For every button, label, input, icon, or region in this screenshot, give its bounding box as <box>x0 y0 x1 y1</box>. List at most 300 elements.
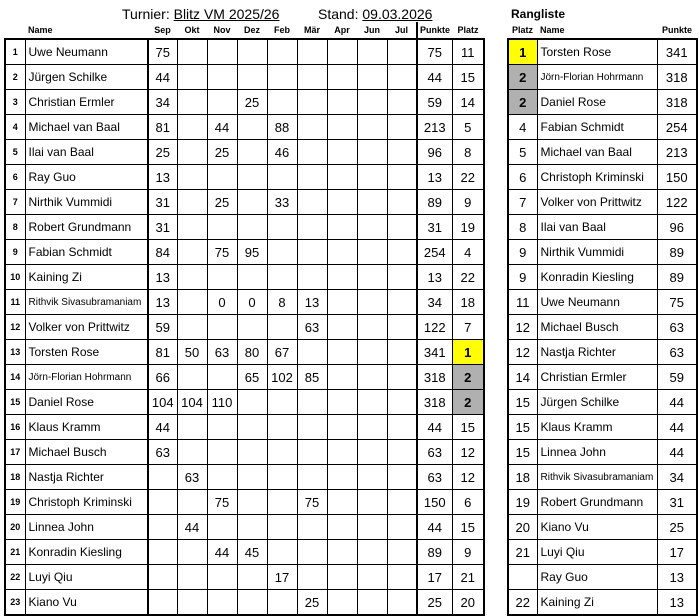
month-score <box>267 39 297 65</box>
rank-cell: 2 <box>452 365 484 390</box>
total-points: 44 <box>417 515 452 540</box>
month-score <box>177 365 207 390</box>
player-name: Fabian Schmidt <box>25 240 148 265</box>
total-points: 44 <box>417 415 452 440</box>
player-name: Uwe Neumann <box>25 39 148 65</box>
rank-cell: 11 <box>508 290 537 315</box>
month-score <box>207 465 237 490</box>
month-score: 110 <box>207 390 237 415</box>
month-score <box>237 115 267 140</box>
stand-label: Stand: <box>318 6 359 22</box>
month-score: 17 <box>267 565 297 590</box>
table-row <box>5 415 484 440</box>
month-score: 81 <box>148 115 177 140</box>
rank-cell: 7 <box>452 315 484 340</box>
table-row <box>508 340 697 365</box>
rangliste-title: Rangliste <box>511 7 566 21</box>
month-score <box>207 440 237 465</box>
player-name: Uwe Neumann <box>537 290 657 315</box>
table-row <box>5 365 484 390</box>
row-number: 22 <box>5 565 25 590</box>
month-score <box>357 540 387 565</box>
month-score <box>148 465 177 490</box>
total-points: 89 <box>417 190 452 215</box>
month-score: 13 <box>297 290 327 315</box>
player-name: Kiano Vu <box>25 590 148 616</box>
month-score: 67 <box>267 340 297 365</box>
player-name: Ray Guo <box>25 165 148 190</box>
month-score <box>177 315 207 340</box>
month-score <box>267 165 297 190</box>
row-number: 16 <box>5 415 25 440</box>
player-name: Torsten Rose <box>25 340 148 365</box>
month-score <box>327 115 357 140</box>
month-score <box>357 265 387 290</box>
month-score <box>267 440 297 465</box>
month-score: 75 <box>207 240 237 265</box>
month-score <box>207 215 237 240</box>
player-name: Michael van Baal <box>537 140 657 165</box>
month-score <box>297 465 327 490</box>
month-score: 104 <box>148 390 177 415</box>
month-score <box>387 565 417 590</box>
player-name: Klaus Kramm <box>537 415 657 440</box>
month-score <box>357 590 387 616</box>
player-name: Volker von Prittwitz <box>25 315 148 340</box>
month-score <box>387 390 417 415</box>
stand-header <box>318 6 432 22</box>
rank-cell: 1 <box>452 340 484 365</box>
turnier-label: Turnier: <box>122 6 170 22</box>
total-points: 44 <box>657 390 697 415</box>
row-number: 10 <box>5 265 25 290</box>
total-points: 341 <box>417 340 452 365</box>
month-score <box>387 540 417 565</box>
total-points: 75 <box>417 39 452 65</box>
month-score: 0 <box>207 290 237 315</box>
month-score <box>207 365 237 390</box>
month-score: 75 <box>148 39 177 65</box>
player-name: Luyi Qiu <box>537 540 657 565</box>
table-row <box>5 540 484 565</box>
month-score <box>237 215 267 240</box>
month-score <box>297 540 327 565</box>
month-score <box>148 590 177 616</box>
total-points: 89 <box>417 540 452 565</box>
player-name: Michael Busch <box>537 315 657 340</box>
row-number: 12 <box>5 315 25 340</box>
rank-cell: 15 <box>452 515 484 540</box>
month-score <box>327 290 357 315</box>
total-points: 318 <box>657 90 697 115</box>
rank-cell: 2 <box>508 65 537 90</box>
total-points: 17 <box>417 565 452 590</box>
table-row <box>5 39 484 65</box>
month-score: 66 <box>148 365 177 390</box>
month-score <box>297 190 327 215</box>
rank-cell: 7 <box>508 190 537 215</box>
player-name: Konradin Kiesling <box>25 540 148 565</box>
month-score: 104 <box>177 390 207 415</box>
month-score <box>177 490 207 515</box>
month-score <box>237 590 267 616</box>
month-score <box>177 540 207 565</box>
rank-cell: 5 <box>508 140 537 165</box>
month-score: 25 <box>207 190 237 215</box>
total-points: 318 <box>657 65 697 90</box>
player-name: Christoph Kriminski <box>537 165 657 190</box>
table-row <box>508 365 697 390</box>
month-score: 63 <box>207 340 237 365</box>
month-score <box>357 90 387 115</box>
month-score <box>387 215 417 240</box>
month-score: 44 <box>177 515 207 540</box>
rank-cell: 9 <box>452 540 484 565</box>
table-row <box>5 465 484 490</box>
row-number: 14 <box>5 365 25 390</box>
month-score <box>237 315 267 340</box>
month-score <box>237 265 267 290</box>
month-score <box>267 240 297 265</box>
rank-cell: 8 <box>508 215 537 240</box>
table-row <box>5 340 484 365</box>
rank-cell: 12 <box>508 315 537 340</box>
month-score: 25 <box>297 590 327 616</box>
month-score <box>357 140 387 165</box>
month-score <box>357 290 387 315</box>
month-score <box>357 215 387 240</box>
stand-value: 09.03.2026 <box>362 6 433 22</box>
table-row <box>508 515 697 540</box>
month-score <box>297 340 327 365</box>
column-header: Feb <box>273 25 290 35</box>
month-score <box>148 515 177 540</box>
table-row <box>508 590 697 616</box>
player-name: Rithvik Sivasubramaniam <box>537 465 657 490</box>
month-score <box>177 240 207 265</box>
player-name: Luyi Qiu <box>25 565 148 590</box>
month-score <box>267 415 297 440</box>
total-points: 96 <box>417 140 452 165</box>
month-score <box>327 490 357 515</box>
month-score <box>297 215 327 240</box>
row-number: 2 <box>5 65 25 90</box>
rank-cell: 14 <box>508 365 537 390</box>
table-row <box>5 315 484 340</box>
month-score <box>327 415 357 440</box>
player-name: Nastja Richter <box>537 340 657 365</box>
table-row <box>5 140 484 165</box>
month-score <box>267 390 297 415</box>
total-points: 75 <box>657 290 697 315</box>
turnier-header <box>122 6 279 22</box>
month-score <box>267 315 297 340</box>
total-points: 59 <box>657 365 697 390</box>
rank-cell: 8 <box>452 140 484 165</box>
month-score <box>177 90 207 115</box>
rank-cell: 4 <box>508 115 537 140</box>
month-score <box>237 390 267 415</box>
month-score <box>387 240 417 265</box>
table-row <box>508 390 697 415</box>
month-score <box>387 290 417 315</box>
player-name: Robert Grundmann <box>537 490 657 515</box>
column-header: Sep <box>154 25 171 35</box>
month-score <box>237 465 267 490</box>
column-header: Name <box>28 25 53 35</box>
player-name: Daniel Rose <box>25 390 148 415</box>
total-points: 122 <box>657 190 697 215</box>
total-points: 44 <box>657 440 697 465</box>
row-number: 23 <box>5 590 25 616</box>
month-score <box>207 590 237 616</box>
month-score <box>148 540 177 565</box>
month-score <box>327 90 357 115</box>
total-points: 31 <box>657 490 697 515</box>
month-score <box>387 265 417 290</box>
month-score: 75 <box>297 490 327 515</box>
month-score: 63 <box>297 315 327 340</box>
table-row <box>5 115 484 140</box>
month-score: 44 <box>148 65 177 90</box>
month-score <box>267 265 297 290</box>
month-score <box>267 65 297 90</box>
table-row <box>508 115 697 140</box>
total-points: 254 <box>417 240 452 265</box>
month-score <box>267 215 297 240</box>
table-row <box>5 440 484 465</box>
rank-cell: 12 <box>452 465 484 490</box>
month-score <box>327 140 357 165</box>
row-number: 1 <box>5 39 25 65</box>
month-score <box>148 490 177 515</box>
total-points: 318 <box>417 365 452 390</box>
month-score <box>177 165 207 190</box>
month-score <box>387 165 417 190</box>
player-name: Kaining Zi <box>25 265 148 290</box>
total-points: 63 <box>417 440 452 465</box>
month-score <box>357 440 387 465</box>
rank-cell: 6 <box>508 165 537 190</box>
table-row <box>5 490 484 515</box>
player-name: Ray Guo <box>537 565 657 590</box>
total-points: 13 <box>657 565 697 590</box>
column-header: Jul <box>394 25 408 35</box>
column-header: Platz <box>511 25 533 35</box>
month-score <box>327 440 357 465</box>
month-score <box>357 565 387 590</box>
table-row <box>5 165 484 190</box>
table-row <box>508 140 697 165</box>
month-score <box>357 315 387 340</box>
month-score <box>177 115 207 140</box>
month-score <box>387 365 417 390</box>
month-score <box>387 315 417 340</box>
month-score: 75 <box>207 490 237 515</box>
total-points: 63 <box>657 340 697 365</box>
rank-cell: 12 <box>452 440 484 465</box>
month-score: 81 <box>148 340 177 365</box>
month-score <box>327 39 357 65</box>
total-points: 34 <box>417 290 452 315</box>
player-name: Nirthik Vummidi <box>537 240 657 265</box>
month-score <box>357 415 387 440</box>
month-score <box>177 565 207 590</box>
month-score <box>207 565 237 590</box>
month-score: 25 <box>207 140 237 165</box>
rank-cell: 22 <box>508 590 537 616</box>
rank-cell: 21 <box>508 540 537 565</box>
rank-cell: 14 <box>452 90 484 115</box>
month-score: 65 <box>237 365 267 390</box>
player-name: Konradin Kiesling <box>537 265 657 290</box>
month-score: 13 <box>148 165 177 190</box>
row-number: 21 <box>5 540 25 565</box>
month-score <box>177 190 207 215</box>
total-points: 318 <box>417 390 452 415</box>
month-score: 33 <box>267 190 297 215</box>
rank-cell: 19 <box>508 490 537 515</box>
month-score <box>387 65 417 90</box>
month-score <box>297 90 327 115</box>
month-score <box>327 265 357 290</box>
month-score <box>327 165 357 190</box>
month-score <box>177 590 207 616</box>
total-points: 17 <box>657 540 697 565</box>
month-score: 63 <box>177 465 207 490</box>
row-number: 19 <box>5 490 25 515</box>
total-points: 63 <box>417 465 452 490</box>
month-score: 95 <box>237 240 267 265</box>
month-score <box>237 65 267 90</box>
rank-cell: 5 <box>452 115 484 140</box>
month-score <box>237 565 267 590</box>
month-score <box>327 215 357 240</box>
player-name: Linnea John <box>537 440 657 465</box>
table-row <box>5 65 484 90</box>
row-number: 20 <box>5 515 25 540</box>
total-points: 96 <box>657 215 697 240</box>
month-score <box>327 65 357 90</box>
total-points: 25 <box>417 590 452 616</box>
month-score <box>387 90 417 115</box>
player-name: Kiano Vu <box>537 515 657 540</box>
month-score <box>387 490 417 515</box>
total-points: 59 <box>417 90 452 115</box>
column-header: Mär <box>303 25 320 35</box>
row-number: 6 <box>5 165 25 190</box>
month-score <box>207 165 237 190</box>
month-score <box>297 265 327 290</box>
month-score: 34 <box>148 90 177 115</box>
table-row <box>5 515 484 540</box>
month-score <box>177 140 207 165</box>
rank-cell: 18 <box>508 465 537 490</box>
total-points: 254 <box>657 115 697 140</box>
column-header: Punkte <box>661 25 692 35</box>
month-score: 63 <box>148 440 177 465</box>
row-number: 11 <box>5 290 25 315</box>
month-score <box>237 515 267 540</box>
month-score <box>297 440 327 465</box>
table-row <box>508 440 697 465</box>
rank-cell: 2 <box>508 90 537 115</box>
player-name: Christian Ermler <box>25 90 148 115</box>
month-score <box>387 340 417 365</box>
month-score <box>237 440 267 465</box>
month-score <box>148 565 177 590</box>
month-score <box>327 340 357 365</box>
month-score: 13 <box>148 290 177 315</box>
row-number: 13 <box>5 340 25 365</box>
table-row <box>508 215 697 240</box>
month-score <box>237 39 267 65</box>
month-score <box>177 265 207 290</box>
month-score <box>297 240 327 265</box>
total-points: 122 <box>417 315 452 340</box>
table-row <box>508 415 697 440</box>
total-points: 341 <box>657 39 697 65</box>
month-score <box>207 315 237 340</box>
month-score <box>207 39 237 65</box>
turnier-value: Blitz VM 2025/26 <box>173 6 280 22</box>
rank-cell: 2 <box>452 390 484 415</box>
rank-cell <box>508 565 537 590</box>
total-points: 150 <box>657 165 697 190</box>
player-name: Rithvik Sivasubramaniam <box>25 290 148 315</box>
month-score <box>357 39 387 65</box>
month-score <box>357 465 387 490</box>
month-score: 59 <box>148 315 177 340</box>
month-score: 44 <box>207 540 237 565</box>
month-score <box>177 415 207 440</box>
table-row <box>508 315 697 340</box>
table-row <box>5 265 484 290</box>
table-row <box>5 90 484 115</box>
month-score <box>327 190 357 215</box>
month-score <box>387 415 417 440</box>
total-points: 25 <box>657 515 697 540</box>
player-name: Torsten Rose <box>537 39 657 65</box>
table-row <box>508 39 697 65</box>
month-score <box>297 39 327 65</box>
month-score <box>327 565 357 590</box>
rank-cell: 19 <box>452 215 484 240</box>
column-header: Dez <box>243 25 260 35</box>
month-score <box>357 390 387 415</box>
rank-cell: 21 <box>452 565 484 590</box>
table-row <box>508 65 697 90</box>
month-score <box>327 240 357 265</box>
total-points: 34 <box>657 465 697 490</box>
table-row <box>508 165 697 190</box>
total-points: 63 <box>657 315 697 340</box>
player-name: Daniel Rose <box>537 90 657 115</box>
column-header: Nov <box>213 25 231 35</box>
player-name: Jörn-Florian Hohrmann <box>25 365 148 390</box>
month-score <box>387 140 417 165</box>
player-name: Volker von Prittwitz <box>537 190 657 215</box>
column-header: Punkte <box>417 22 452 39</box>
total-points: 89 <box>657 240 697 265</box>
rank-cell: 9 <box>452 190 484 215</box>
month-score: 8 <box>267 290 297 315</box>
column-header: Platz <box>457 25 479 35</box>
month-score <box>177 39 207 65</box>
month-score: 31 <box>148 190 177 215</box>
month-score <box>207 265 237 290</box>
month-score <box>357 115 387 140</box>
